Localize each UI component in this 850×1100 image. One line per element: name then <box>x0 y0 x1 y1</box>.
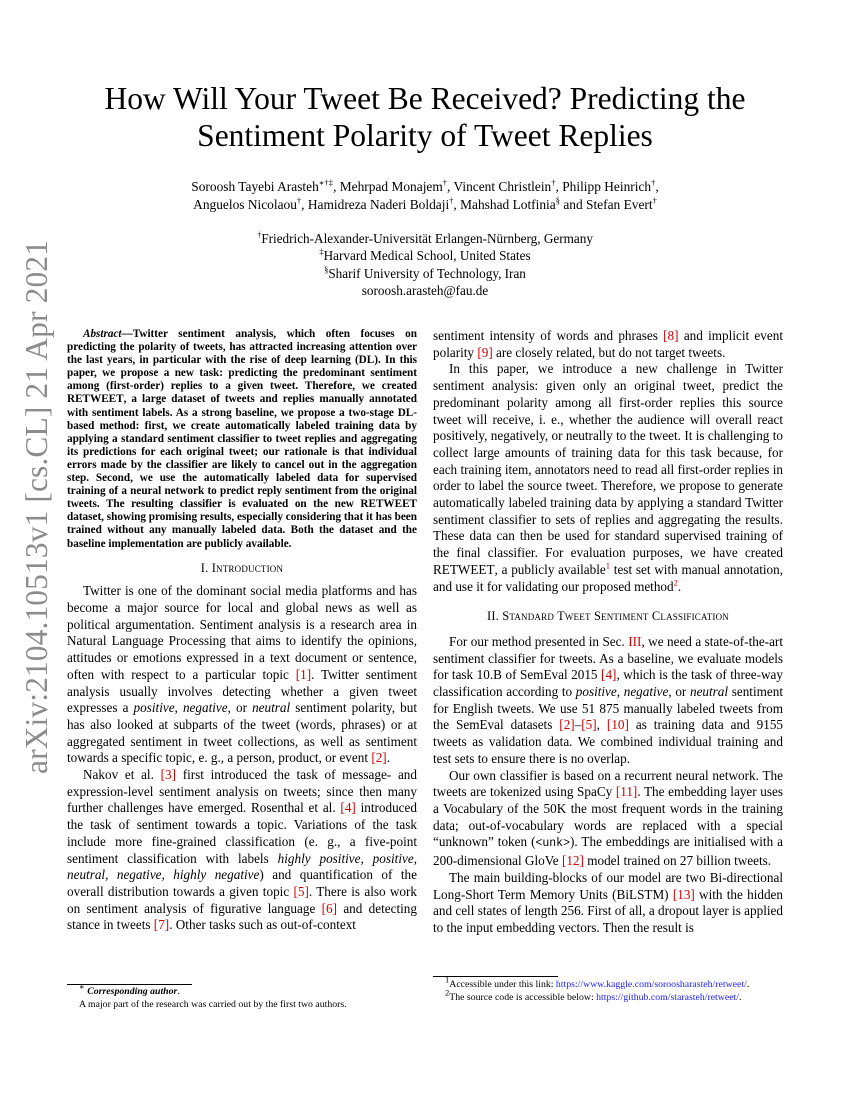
author-name: Anguelos Nicolaou <box>193 197 297 212</box>
author-name: Vincent Christlein <box>453 179 552 194</box>
citation-link[interactable]: [9] <box>477 344 493 360</box>
author-mark: † <box>652 195 657 206</box>
abstract-label: Abstract <box>83 328 122 340</box>
citation-link[interactable]: [10] <box>606 717 629 733</box>
footnotes-right <box>433 974 813 1004</box>
citation-link[interactable]: [11] <box>615 784 638 800</box>
affiliation <box>100 247 750 264</box>
footnote-url[interactable]: https://www.kaggle.com/soroosharasteh/retweet/ <box>555 979 747 990</box>
affiliation-text: Friedrich-Alexander-Universität Erlangen-Nürnberg, Germany <box>261 231 593 246</box>
code-token: <unk> <box>535 837 570 851</box>
arxiv-stamp-text: arXiv:2104.10513v1 [cs.CL] 21 Apr 2021 <box>19 240 54 774</box>
author-mark: § <box>555 195 560 206</box>
affiliation <box>100 265 750 282</box>
author-mark: † <box>442 177 448 188</box>
section-heading-standard-classification <box>433 608 783 625</box>
dataset-name: RETWEET <box>67 393 124 406</box>
citation-link[interactable]: [2] <box>371 750 387 766</box>
footnote-divider <box>433 976 558 977</box>
paragraph: Nakov et al. [3] first introduced the task of message- and expression-level sentiment analysis on tweets; since then many further challenges have emerged. Rosenthal et al. [4] introduced the task of sentiment towards a topic. Variations of the task include more fine-grained classification (e. g., a five-point sentiment classification with labels highly positive, positive, neutral, negative, highly negative) and quantification of the overall distribution towards a given topic [5]. There is also work on sentiment analysis of figurative language [6] and detecting stance in tweets [7]. Other tasks such as out-of-context <box>67 767 418 933</box>
author-mark: ∗†‡ <box>318 177 334 188</box>
author-name: Philipp Heinrich <box>562 179 652 194</box>
footnote-ref[interactable]: 2 <box>673 577 678 588</box>
affiliation-mark: § <box>324 264 329 275</box>
citation-link[interactable]: [5] <box>293 883 309 899</box>
footnote-url[interactable]: https://github.com/starasteh/retweet/ <box>596 991 739 1003</box>
citation-link[interactable]: [4] <box>601 667 617 683</box>
affiliations <box>100 230 750 299</box>
citation-link[interactable]: [5] <box>581 717 597 733</box>
author-list <box>60 178 790 214</box>
affiliation-text: Sharif University of Technology, Iran <box>328 265 526 281</box>
citation-link[interactable]: [1] <box>295 666 312 682</box>
section-heading-introduction <box>67 560 417 577</box>
footnotes-left <box>67 981 427 1011</box>
citation-link[interactable]: [8] <box>663 328 679 343</box>
citation-link[interactable]: [13] <box>672 886 695 902</box>
affiliation <box>100 230 750 247</box>
abstract <box>67 328 417 551</box>
author-name: Stefan Evert <box>586 197 653 212</box>
section-link[interactable]: III <box>628 633 642 649</box>
paragraph: For our method presented in Sec. III, we need a state-of-the-art sentiment classifier for tweets. As a baseline, we evaluate models for task 10.B of SemEval 2015 [4], which is the task of three-way classification according to positive, negative, or neutral sentiment for English tweets. We use 51 875 manually labeled tweets from the SemEval datasets [2]–[5], [10] as training data and 9155 tweets as validation data. We combined individual training and test sets to ensure there is no overlap. <box>433 633 784 766</box>
section-numeral: I. <box>200 560 212 575</box>
affiliation-text: Harvard Medical School, United States <box>323 248 531 264</box>
section-title: Standard Tweet Sentiment Classification <box>502 609 729 624</box>
right-column <box>433 328 783 937</box>
section-title: Introduction <box>211 560 284 575</box>
author-mark: † <box>296 195 302 206</box>
citation-link[interactable]: [12] <box>561 853 584 869</box>
author-name: Soroosh Tayebi Arasteh <box>191 179 319 194</box>
author-conjunction: and <box>563 197 583 212</box>
citation-link[interactable]: [7] <box>153 917 170 933</box>
paragraph: In this paper, we introduce a new challenge in Twitter sentiment analysis: given only an original tweet, predict the predominant polarity among all first-order replies this source tweet will receive, i. e., whether the audience will overall react positively, negatively, or neutrally to the tweet. It is challenging to collect large amounts of training data for this task because, for each training item, annotators need to read all first-order replies in order to label the source tweet. Therefore, we propose to generate automatically labeled training data by applying a standard Twitter sentiment classifier to sets of replies and aggregating the results. These data can then be used for standard supervised training of the final classifier. For evaluation purposes, we have created RETWEET, a publicly available$^1$ test set with manual annotation, and use it for validating our proposed method$^2$. <box>433 361 784 594</box>
affiliation-mark: † <box>257 229 262 240</box>
left-column <box>67 328 417 934</box>
paragraph: Twitter is one of the dominant social media platforms and has become a major source for local and global news as well as political argumentation. Sentiment analysis is a research area in Natural Language Processing that aims to identify the opinions, attitudes or emotions expressed in a text document or sentence, often with respect to a particular topic [1]. Twitter sentiment analysis usually involves detecting whether a given tweet expresses a positive, negative, or neutral sentiment polarity, but has also looked at subparts of the tweet (words, phrases) or at aggregated sentiment in tweet collections, as well as sentiment towards a specific topic, e. g., a person, product, or event [2]. <box>67 583 418 766</box>
abstract-text: —Twitter sentiment analysis, which often focuses on predicting the polarity of tweets, has attracted increasing attention over the last years, in particular with the rise of deep learning (DL). In this paper, we propose a new task: predicting the predominant sentiment among (first-order) replies to a given tweet. Therefore, we created <box>67 328 417 393</box>
citation-link[interactable]: [3] <box>160 767 176 783</box>
footnote: A major part of the research was carried out by the first two authors. <box>79 998 347 1010</box>
paper-title <box>40 80 810 154</box>
author-name: Mehrpad Monajem <box>339 179 443 194</box>
affiliation-mark: ‡ <box>319 246 324 257</box>
contact-email[interactable]: soroosh.arasteh@fau.de <box>361 282 489 298</box>
abstract-text: dataset, showing promising results, especially considering that it has been trained without any manually labeled data. Both the dataset and the baseline implementation are publicly available. <box>67 511 417 550</box>
citation-link[interactable]: [4] <box>340 800 356 816</box>
title-line-1: How Will Your Tweet Be Received? Predicting the <box>104 81 746 116</box>
author-mark: † <box>551 177 556 188</box>
title-line-2: Sentiment Polarity of Tweet Replies <box>197 118 653 153</box>
paragraph: Our own classifier is based on a recurrent neural network. The tweets are tokenized using SpaCy [11]. The embedding layer uses a Vocabulary of the 50K the most frequent words in the training data; out-of-vocabulary words are replaced with a special “unknown” token (<unk>). The embeddings are initialised with a 200-dimensional GloVe [12] model trained on 27 billion tweets. <box>433 767 784 869</box>
author-mark: † <box>651 177 656 188</box>
section-numeral: II. <box>487 609 503 624</box>
dataset-name: RETWEET <box>433 561 495 577</box>
author-mark: † <box>449 195 454 206</box>
footnote: $^1$Accessible under this link: https://www.kaggle.com/soroosharasteh/retweet/. <box>445 974 750 990</box>
footnote: $^2$The source code is accessible below: https://github.com/starasteh/retweet/. <box>445 987 742 1003</box>
abstract-text: , a large dataset of tweets and replies manually annotated with sentiment labels. As a strong baseline, we propose a two-stage DL-based method: first, we create automatically labeled training data by applying a standard sentiment classifier to tweet replies and aggregating its predictions for each original tweet; our rationale is that individual errors made by the classifier are likely to cancel out in the aggregation step. Second, we use the automatically labeled data for supervised training of a neural network to predict reply sentiment from the original tweets. The resulting classifier is evaluated on the new <box>67 393 417 511</box>
footnote-divider <box>67 984 192 985</box>
author-name: Hamidreza Naderi Boldaji <box>307 197 450 212</box>
footnote-ref[interactable]: 1 <box>605 560 611 571</box>
dataset-name: RETWEET <box>360 498 417 511</box>
footnote: ∗ Corresponding author. <box>79 981 180 997</box>
author-line-1: Soroosh Tayebi Arasteh∗†‡, Mehrpad Monajem†, Vincent Christlein†, Philipp Heinrich†, <box>191 177 659 194</box>
paragraph: sentiment intensity of words and phrases [8] and implicit event polarity [9] are closely related, but do not target tweets. <box>433 328 783 360</box>
author-name: Mahshad Lotfinia <box>460 197 556 212</box>
paragraph: The main building-blocks of our model are two Bi-directional Long-Short Term Memory Units (BiLSTM) [13] with the hidden and cell states of length 256. First of all, a dropout layer is applied to the input embedding vectors. Then the result is <box>433 869 783 935</box>
arxiv-stamp <box>4 240 70 774</box>
citation-link[interactable]: [2] <box>559 717 575 733</box>
author-line-2: Anguelos Nicolaou†, Hamidreza Naderi Boldaji†, Mahshad Lotfinia§ and Stefan Evert† <box>193 195 657 212</box>
citation-link[interactable]: [6] <box>321 900 338 916</box>
